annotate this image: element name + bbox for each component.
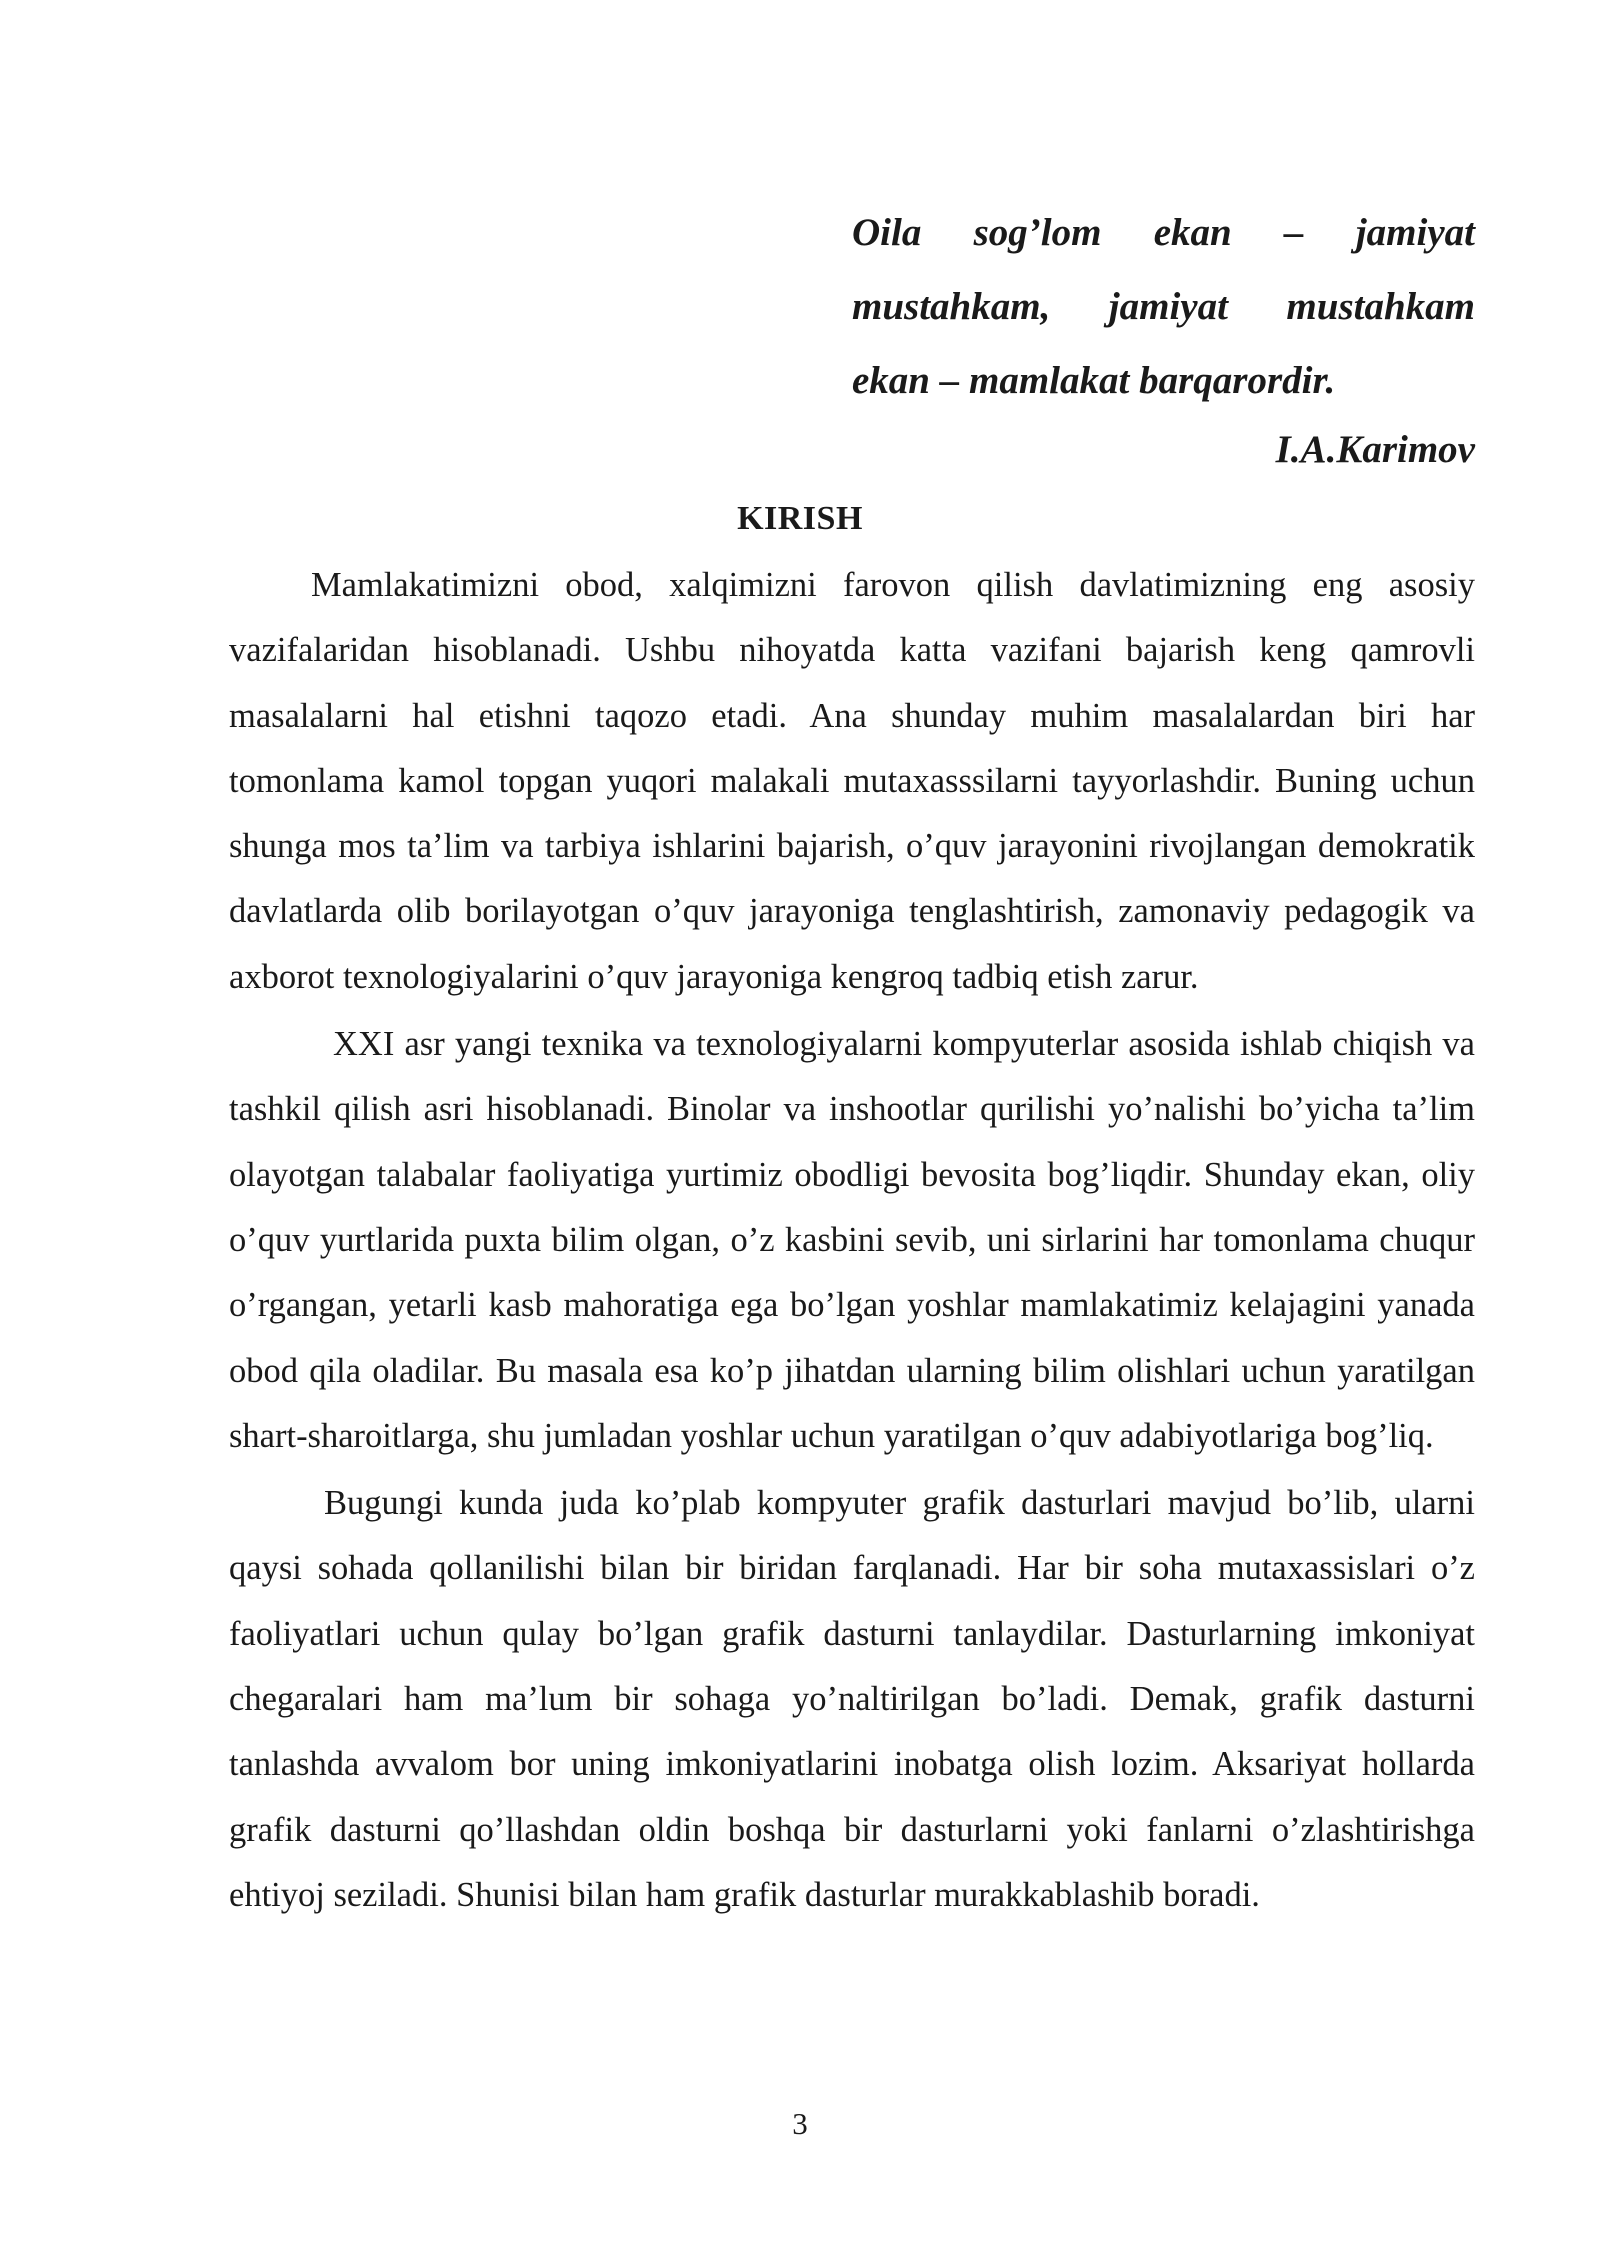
section-heading: KIRISH	[737, 500, 863, 537]
epigraph-word: ekan	[1153, 211, 1232, 254]
epigraph-author: I.A.Karimov	[1275, 428, 1475, 471]
epigraph-word: –	[1284, 211, 1304, 254]
paragraph: Bugungi kunda juda ko’plab kompyuter grafik dasturlari mavjud bo’lib, ularni qaysi sohada qollanilishi bilan bir biridan farqlanadi. Har bir soha mutaxassislari o’z faoliyatlari uchun qulay bo’lgan grafik dasturni tanlaydilar. Dasturlarning imkoniyat chegaralari ham ma’lum bir sohaga yo’naltirilgan bo’ladi. Demak, grafik dasturni tanlashda avvalom bor uning imkoniyatlarini inobatga olish lozim. Aksariyat hollarda grafik dasturni qo’llashdan oldin boshqa bir dasturlarni yoki fanlarni o’zlashtirishga ehtiyoj seziladi. Shunisi bilan ham grafik dasturlar murakkablashib boradi.	[229, 1484, 1475, 1914]
epigraph-quote	[852, 196, 1475, 418]
epigraph-word: mustahkam	[1286, 285, 1475, 328]
epigraph-word: Oila	[852, 211, 922, 254]
body-text	[229, 553, 1475, 1928]
epigraph-line-3: ekan – mamlakat barqarordir.	[852, 359, 1336, 402]
epigraph-word: jamiyat	[1108, 285, 1228, 328]
epigraph-word: mustahkam,	[852, 285, 1051, 328]
epigraph-line-2	[852, 270, 1475, 344]
epigraph-word: sog’lom	[973, 211, 1102, 254]
epigraph-word: jamiyat	[1355, 211, 1475, 254]
epigraph-line-1	[852, 196, 1475, 270]
page-number: 3	[792, 2106, 808, 2141]
paragraph: Mamlakatimizni obod, xalqimizni farovon qilish davlatimizning eng asosiy vazifalaridan hisoblanadi. Ushbu nihoyatda katta vazifani bajarish keng qamrovli masalalarni hal etishni taqozo etadi. Ana shunday muhim masalalardan biri har tomonlama kamol topgan yuqori malakali mutaxasssilarni tayyorlashdir. Buning uchun shunga mos ta’lim va tarbiya ishlarini bajarish, o’quv jarayonini rivojlangan demokratik davlatlarda olib borilayotgan o’quv jarayoniga tenglashtirish, zamonaviy pedagogik va axborot texnologiyalarini o’quv jarayoniga kengroq tadbiq etish zarur.	[229, 566, 1475, 996]
paragraph: XXI asr yangi texnika va texnologiyalarni kompyuterlar asosida ishlab chiqish va tashkil qilish asri hisoblanadi. Binolar va inshootlar qurilishi yo’nalishi bo’yicha ta’lim olayotgan talabalar faoliyatiga yurtimiz obodligi bevosita bog’liqdir. Shunday ekan, oliy o’quv yurtlarida puxta bilim olgan, o’z kasbini sevib, uni sirlarini har tomonlama chuqur o’rgangan, yetarli kasb mahoratiga ega bo’lgan yoshlar mamlakatimiz kelajagini yanada obod qila oladilar. Bu masala esa ko’p jihatdan ularning bilim olishlari uchun yaratilgan shart-sharoitlarga, shu jumladan yoshlar uchun yaratilgan o’quv adabiyotlariga bog’liq.	[229, 1025, 1475, 1455]
